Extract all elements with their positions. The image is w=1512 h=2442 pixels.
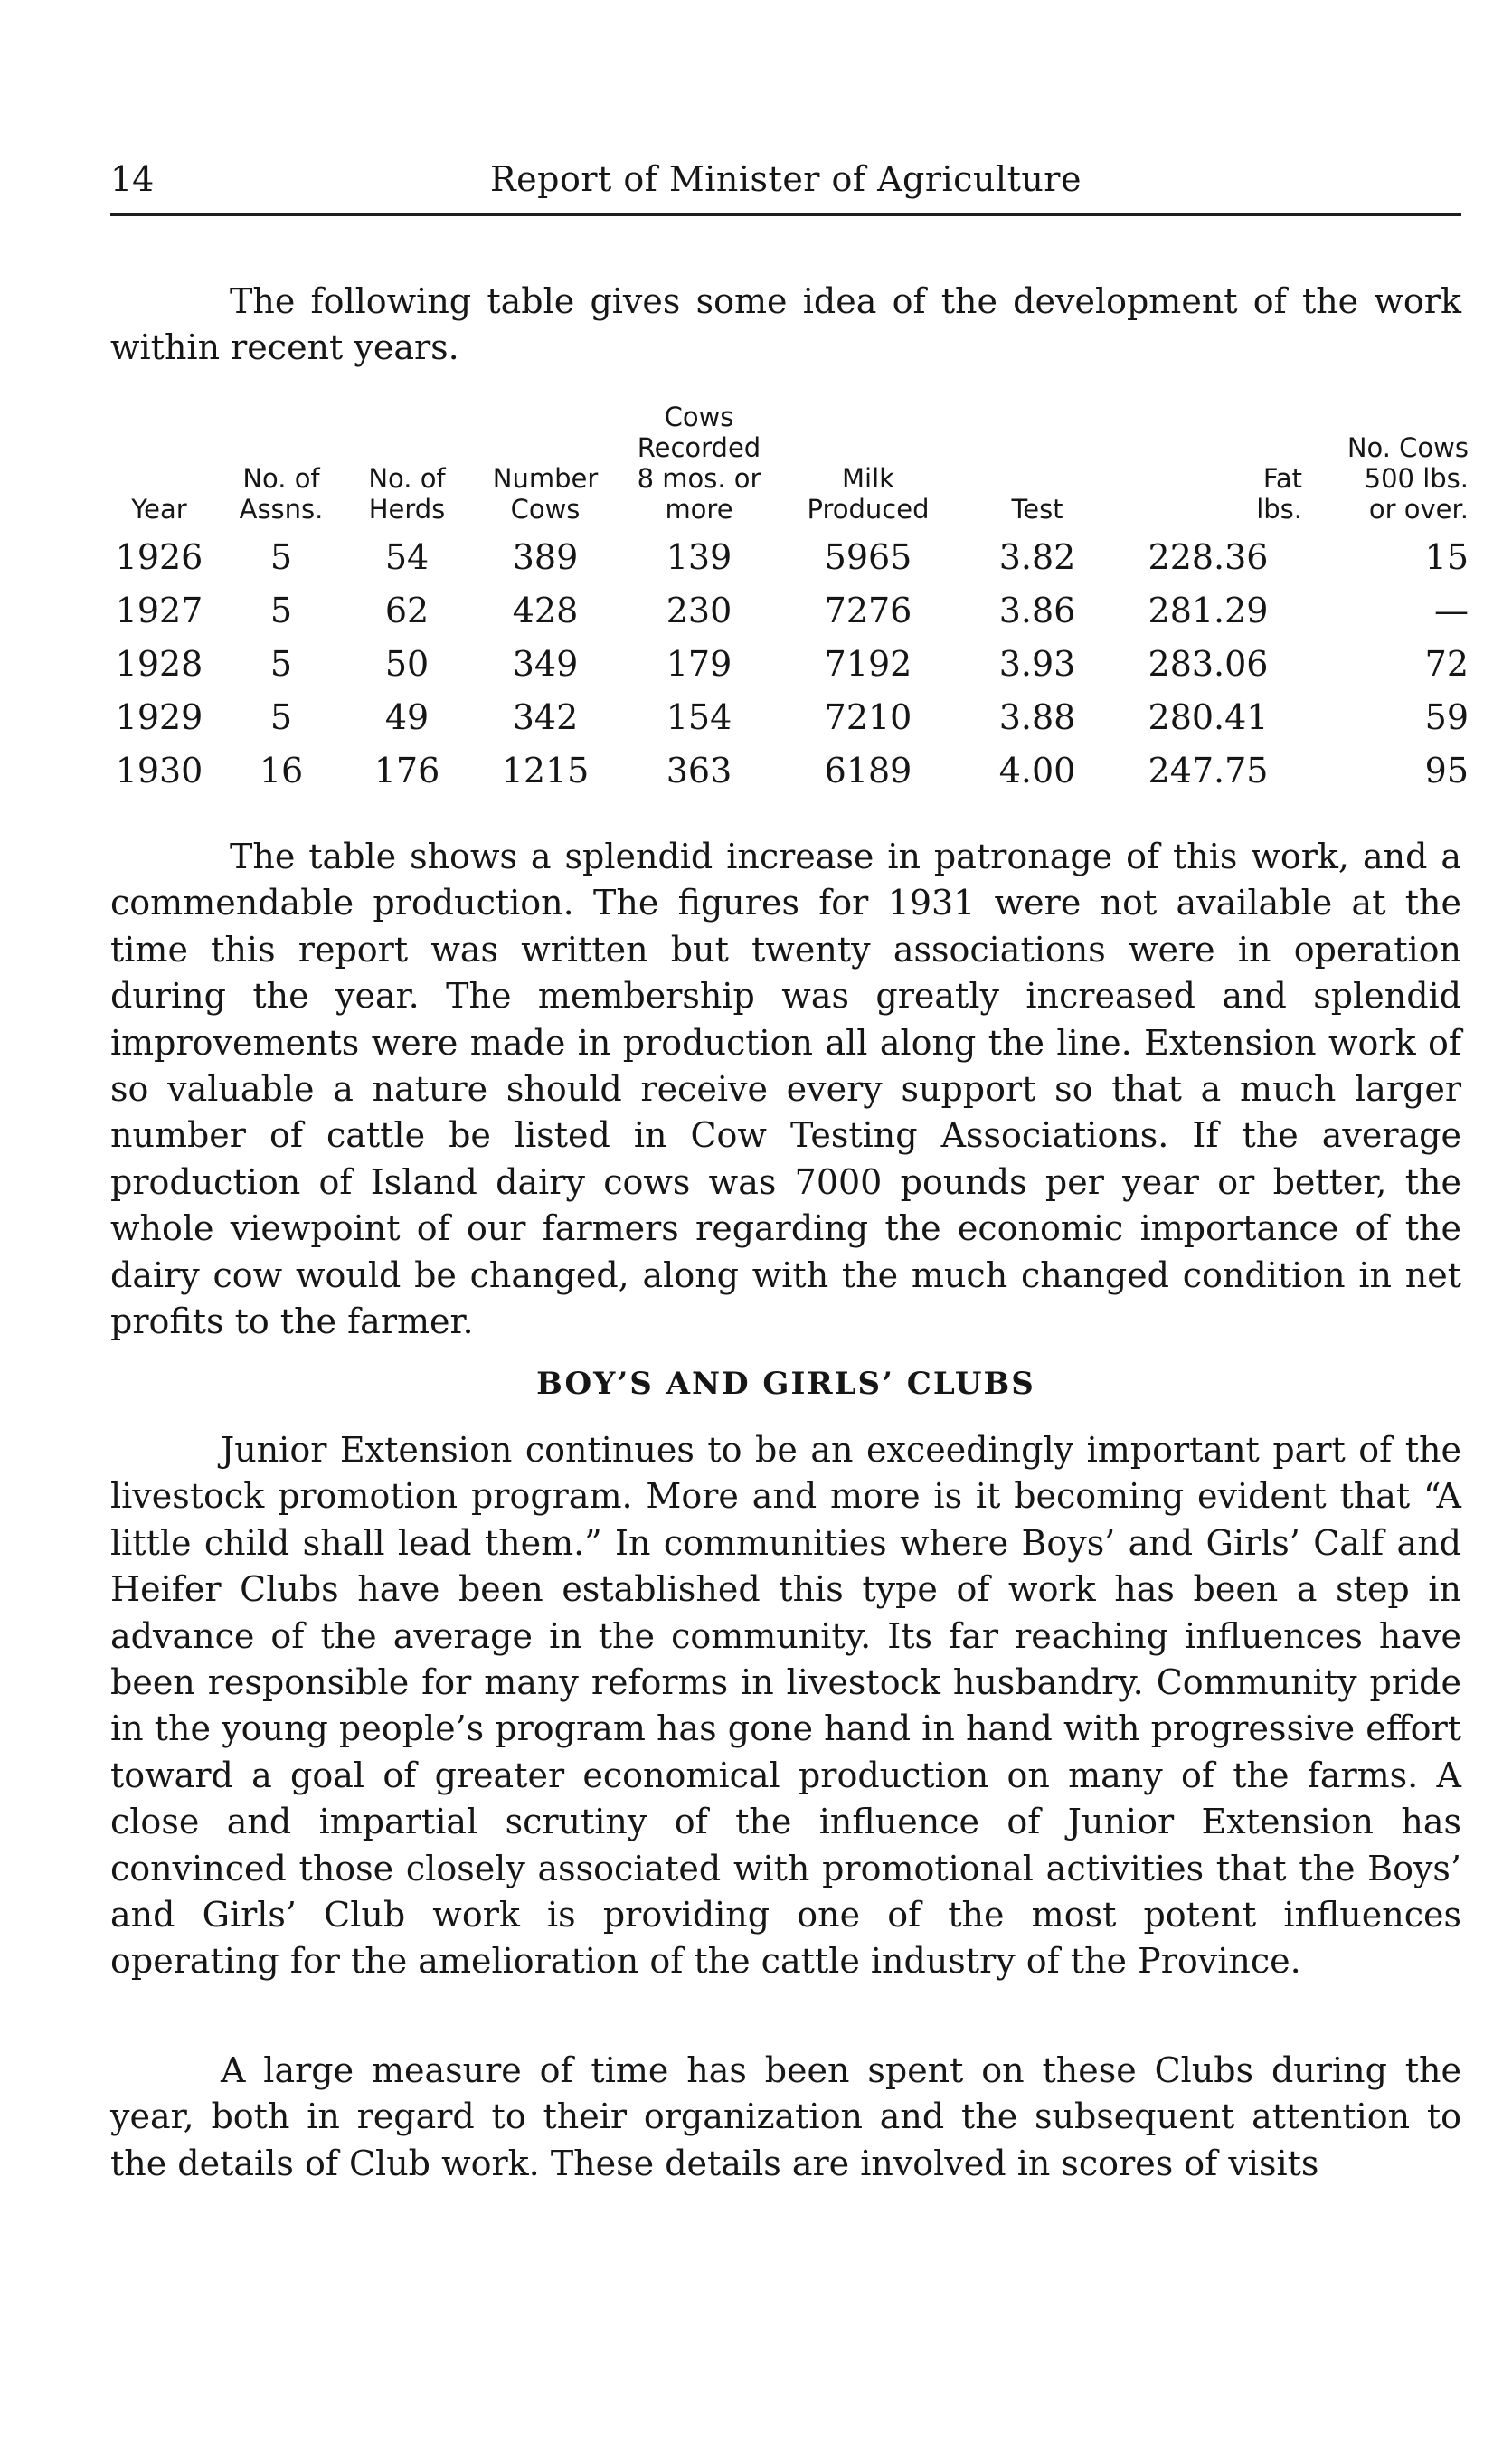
cell-year: 1929 bbox=[115, 696, 203, 737]
page-number: 14 bbox=[110, 159, 155, 199]
cell-number-cows: 389 bbox=[512, 536, 579, 577]
cell-cows-500-lbs: 15 bbox=[1424, 536, 1469, 577]
cell-fat-lbs: 228.36 bbox=[1148, 536, 1269, 577]
table-row bbox=[101, 530, 1469, 583]
cell-test: 3.93 bbox=[998, 643, 1076, 684]
header-cows-500-lbs: No. Cows 500 lbs. or over. bbox=[1347, 432, 1469, 525]
cell-herds: 62 bbox=[384, 590, 430, 630]
cell-associations: 5 bbox=[269, 536, 293, 577]
header-fat-lbs: Fat lbs. bbox=[1256, 463, 1302, 525]
cell-test: 3.82 bbox=[998, 536, 1076, 577]
cell-test: 4.00 bbox=[998, 750, 1076, 790]
header-milk-produced: Milk Produced bbox=[807, 463, 930, 525]
header-number-cows: Number Cows bbox=[492, 463, 599, 525]
cell-cows-500-lbs: — bbox=[1434, 590, 1469, 630]
cell-milk-produced: 7276 bbox=[824, 590, 912, 630]
table-row bbox=[101, 637, 1469, 690]
cell-fat-lbs: 280.41 bbox=[1148, 696, 1269, 737]
cell-number-cows: 428 bbox=[512, 590, 579, 630]
cell-fat-lbs: 247.75 bbox=[1148, 750, 1269, 790]
cow-testing-table bbox=[101, 402, 1469, 797]
body-paragraph: The table shows a splendid increase in patronage of this work, and a commendable production. The figures for 1931 were not available at the time this report was written but twenty associations were in operation during the year. The membership was greatly increased and splendid improvements were made in production all along the line. Extension work of so valuable a nature should receive every support so that a much larger number of cattle be listed in Cow Testing Associations. If the average production of Island dairy cows was 7000 pounds per year or better, the whole viewpoint of our farmers regarding the economic importance of the dairy cow would be changed, along with the much changed condition in net profits to the farmer. bbox=[110, 837, 1461, 1342]
cell-cows-500-lbs: 59 bbox=[1424, 696, 1469, 737]
section-heading: BOY’S AND GIRLS’ CLUBS bbox=[536, 1366, 1035, 1402]
header-rule bbox=[110, 213, 1461, 216]
cell-associations: 5 bbox=[269, 590, 293, 630]
cell-cows-recorded: 230 bbox=[666, 590, 732, 630]
header-associations: No. of Assns. bbox=[239, 463, 324, 525]
body-paragraph: Junior Extension continues to be an exceedingly important part of the livestock promotion program. More and more is it becoming evident that “A little child shall lead them.” In communities where Boys’ and Girls’ Calf and Heifer Clubs have been established this type of work has been a step in advance of the average in the community. Its far reaching influences have been responsible for many reforms in livestock husbandry. Community pride in the young people’s program has gone hand in hand with progressive effort toward a goal of greater economical production on many of the farms. A close and impartial scrutiny of the influence of Junior Extension has convinced those closely associated with promotional activities that the Boys’ and Girls’ Club work is providing one of the most potent influences operating for the amelioration of the cattle industry of the Province. bbox=[110, 1430, 1461, 1982]
cell-number-cows: 342 bbox=[512, 696, 579, 737]
cell-herds: 54 bbox=[384, 536, 430, 577]
cell-fat-lbs: 283.06 bbox=[1148, 643, 1269, 684]
running-title: Report of Minister of Agriculture bbox=[490, 159, 1082, 199]
cell-year: 1926 bbox=[115, 536, 203, 577]
page-header bbox=[110, 154, 1461, 210]
header-year: Year bbox=[131, 494, 187, 525]
cell-cows-500-lbs: 95 bbox=[1424, 750, 1469, 790]
cell-number-cows: 349 bbox=[512, 643, 579, 684]
cell-herds: 49 bbox=[384, 696, 430, 737]
cell-milk-produced: 5965 bbox=[824, 536, 912, 577]
header-cows-recorded: Cows Recorded 8 mos. or more bbox=[637, 402, 761, 525]
table-row bbox=[101, 583, 1469, 637]
cell-cows-recorded: 154 bbox=[666, 696, 732, 737]
table-row bbox=[101, 690, 1469, 743]
cell-cows-recorded: 363 bbox=[666, 750, 732, 790]
cell-associations: 5 bbox=[269, 643, 293, 684]
cell-herds: 176 bbox=[373, 750, 440, 790]
cell-cows-500-lbs: 72 bbox=[1424, 643, 1469, 684]
cell-test: 3.88 bbox=[998, 696, 1076, 737]
cell-milk-produced: 6189 bbox=[824, 750, 912, 790]
cell-year: 1930 bbox=[115, 750, 203, 790]
intro-paragraph: The following table gives some idea of the development of the work within recent years. bbox=[110, 281, 1461, 368]
cell-cows-recorded: 139 bbox=[666, 536, 732, 577]
cell-test: 3.86 bbox=[998, 590, 1076, 630]
cell-cows-recorded: 179 bbox=[666, 643, 732, 684]
cell-milk-produced: 7192 bbox=[824, 643, 912, 684]
body-paragraph: A large measure of time has been spent on these Clubs during the year, both in regard to their organization and the subsequent attention to the details of Club work. These details are involved in scores of visits bbox=[110, 2050, 1461, 2183]
cell-herds: 50 bbox=[384, 643, 430, 684]
cell-associations: 5 bbox=[269, 696, 293, 737]
table-row bbox=[101, 743, 1469, 797]
cell-milk-produced: 7210 bbox=[824, 696, 912, 737]
header-test: Test bbox=[1011, 494, 1063, 525]
header-herds: No. of Herds bbox=[368, 463, 446, 525]
cell-fat-lbs: 281.29 bbox=[1148, 590, 1269, 630]
cell-associations: 16 bbox=[259, 750, 304, 790]
cell-number-cows: 1215 bbox=[501, 750, 590, 790]
table-header-row bbox=[101, 402, 1469, 530]
cell-year: 1928 bbox=[115, 643, 203, 684]
cell-year: 1927 bbox=[115, 590, 203, 630]
